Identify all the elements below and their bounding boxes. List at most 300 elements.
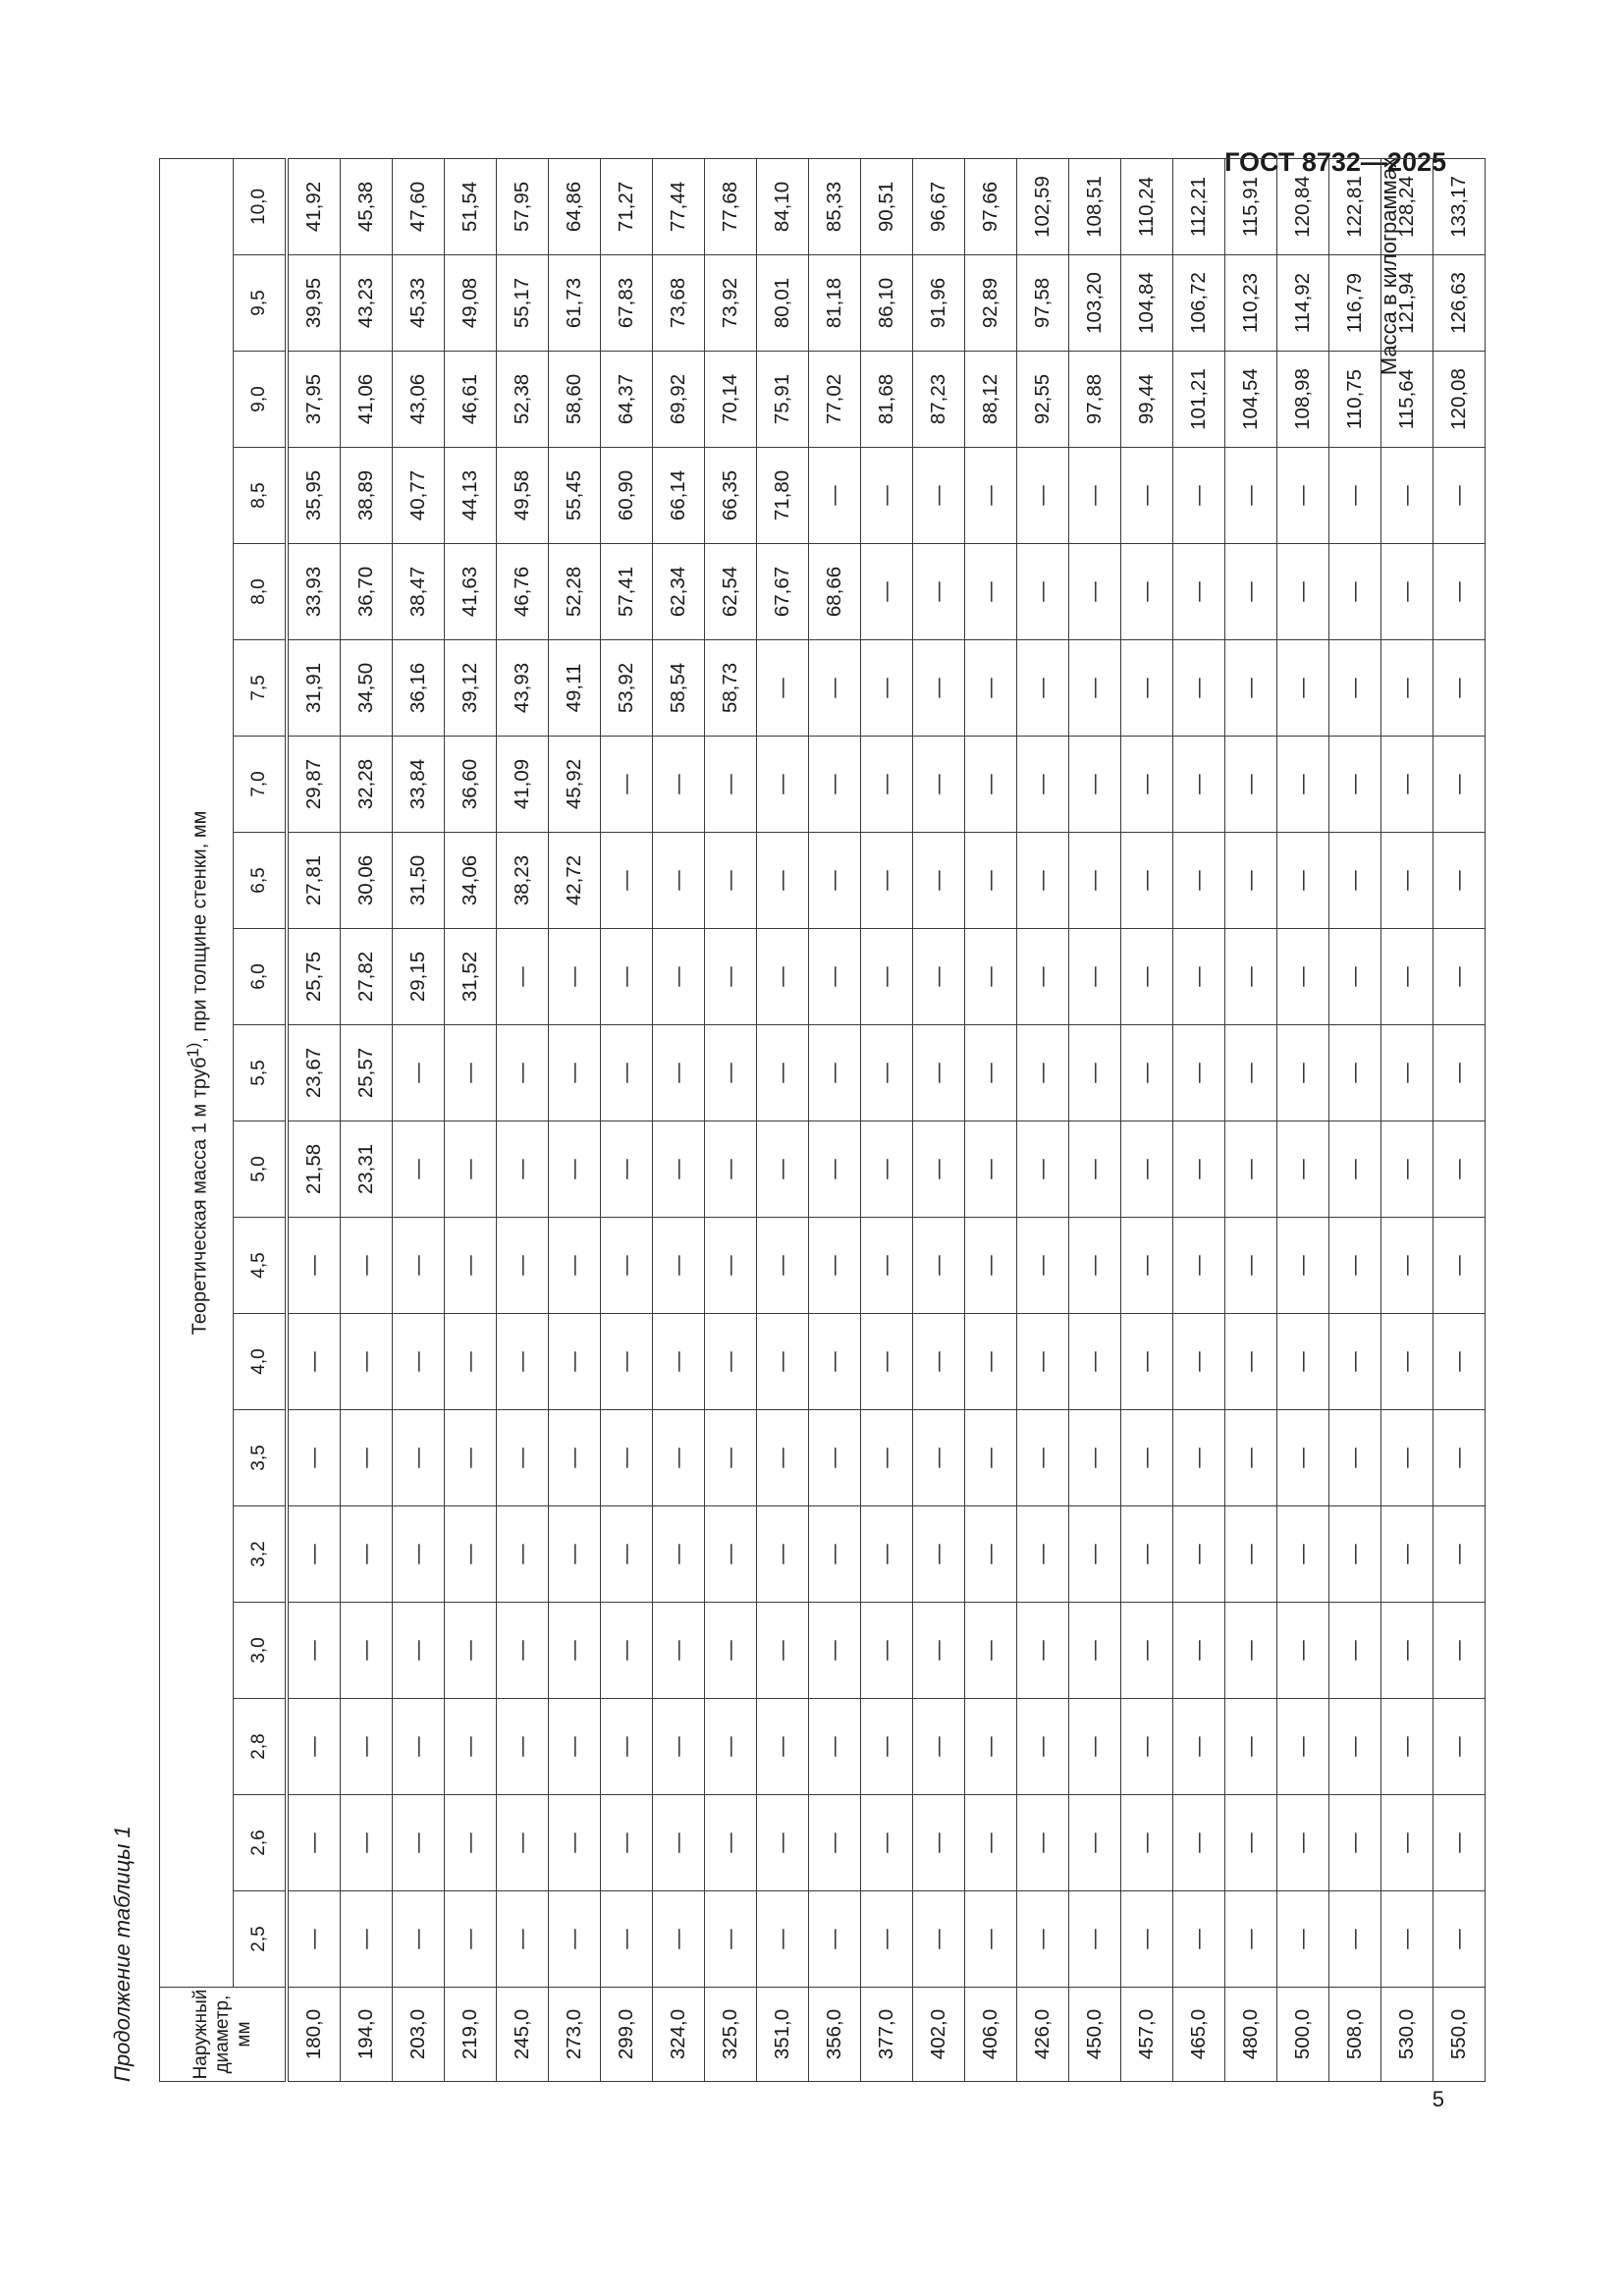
mass-cell: — bbox=[497, 1891, 549, 1988]
mass-cell: 23,31 bbox=[341, 1121, 393, 1218]
mass-cell: — bbox=[1434, 929, 1486, 1025]
mass-cell: — bbox=[1121, 1218, 1173, 1314]
mass-cell: — bbox=[601, 1218, 653, 1314]
table-row bbox=[1017, 159, 1069, 2082]
mass-cell: — bbox=[809, 1603, 861, 1699]
mass-cell: — bbox=[1225, 448, 1277, 544]
mass-cell: — bbox=[341, 1603, 393, 1699]
mass-cell: — bbox=[1173, 1121, 1225, 1218]
thickness-header: 4,5 bbox=[234, 1218, 288, 1314]
mass-cell: 38,23 bbox=[497, 833, 549, 929]
mass-cell: 57,41 bbox=[601, 544, 653, 640]
mass-cell: — bbox=[445, 1603, 497, 1699]
mass-cell: — bbox=[705, 1506, 757, 1603]
diameter-cell: 245,0 bbox=[497, 1988, 549, 2082]
mass-cell: — bbox=[1017, 1506, 1069, 1603]
mass-cell: — bbox=[1069, 1795, 1121, 1891]
mass-cell: 122,81 bbox=[1329, 159, 1381, 255]
mass-cell: — bbox=[287, 1218, 341, 1314]
mass-cell: 55,17 bbox=[497, 255, 549, 352]
mass-cell: — bbox=[1017, 1025, 1069, 1121]
mass-cell: — bbox=[861, 640, 913, 737]
mass-cell: 66,35 bbox=[705, 448, 757, 544]
mass-cell: — bbox=[497, 1025, 549, 1121]
mass-cell: 52,28 bbox=[549, 544, 601, 640]
mass-cell: — bbox=[1069, 544, 1121, 640]
mass-cell: — bbox=[1121, 1121, 1173, 1218]
mass-cell: — bbox=[1173, 544, 1225, 640]
mass-cell: — bbox=[1225, 1121, 1277, 1218]
mass-cell: 31,50 bbox=[393, 833, 445, 929]
table-row bbox=[965, 159, 1017, 2082]
mass-cell: — bbox=[549, 1410, 601, 1506]
mass-cell: — bbox=[1329, 1891, 1381, 1988]
mass-cell: — bbox=[1173, 1699, 1225, 1795]
mass-cell: — bbox=[757, 1410, 809, 1506]
mass-cell: — bbox=[601, 1699, 653, 1795]
diameter-cell: 480,0 bbox=[1225, 1988, 1277, 2082]
mass-cell: — bbox=[341, 1699, 393, 1795]
mass-cell: — bbox=[549, 929, 601, 1025]
mass-cell: — bbox=[653, 833, 705, 929]
mass-cell: 39,95 bbox=[287, 255, 341, 352]
mass-cell: — bbox=[1434, 544, 1486, 640]
mass-cell: — bbox=[1381, 833, 1434, 929]
rotated-table-area bbox=[98, 157, 1470, 2082]
mass-cell: — bbox=[653, 1314, 705, 1410]
table-row bbox=[861, 159, 913, 2082]
mass-cell: — bbox=[1434, 1314, 1486, 1410]
mass-cell: — bbox=[1434, 1025, 1486, 1121]
mass-cell: — bbox=[965, 1025, 1017, 1121]
thickness-header: 3,2 bbox=[234, 1506, 288, 1603]
mass-cell: — bbox=[1434, 1795, 1486, 1891]
diameter-cell: 203,0 bbox=[393, 1988, 445, 2082]
mass-cell: — bbox=[1121, 448, 1173, 544]
mass-cell: — bbox=[497, 1603, 549, 1699]
mass-cell: 81,68 bbox=[861, 352, 913, 448]
mass-cell: — bbox=[287, 1314, 341, 1410]
mass-cell: 104,84 bbox=[1121, 255, 1173, 352]
mass-cell: — bbox=[809, 737, 861, 833]
mass-cell: — bbox=[1277, 1603, 1329, 1699]
mass-cell: — bbox=[1173, 737, 1225, 833]
diameter-cell: 465,0 bbox=[1173, 1988, 1225, 2082]
mass-cell: 102,59 bbox=[1017, 159, 1069, 255]
mass-cell: — bbox=[913, 448, 965, 544]
diameter-cell: 500,0 bbox=[1277, 1988, 1329, 2082]
mass-cell: — bbox=[1225, 1891, 1277, 1988]
mass-cell: — bbox=[809, 1506, 861, 1603]
mass-cell: — bbox=[445, 1891, 497, 1988]
mass-cell: — bbox=[393, 1410, 445, 1506]
mass-cell: — bbox=[653, 1699, 705, 1795]
mass-cell: 85,33 bbox=[809, 159, 861, 255]
mass-cell: — bbox=[861, 1699, 913, 1795]
mass-cell: — bbox=[1381, 1025, 1434, 1121]
mass-cell: — bbox=[1017, 544, 1069, 640]
mass-cell: 43,06 bbox=[393, 352, 445, 448]
mass-cell: — bbox=[601, 833, 653, 929]
mass-cell: — bbox=[809, 1218, 861, 1314]
mass-cell: — bbox=[705, 1410, 757, 1506]
mass-cell: — bbox=[913, 1410, 965, 1506]
mass-cell: — bbox=[1173, 1025, 1225, 1121]
mass-cell: — bbox=[1277, 1506, 1329, 1603]
mass-cell: 45,92 bbox=[549, 737, 601, 833]
mass-cell: 45,33 bbox=[393, 255, 445, 352]
thickness-header: 7,0 bbox=[234, 737, 288, 833]
mass-cell: 62,54 bbox=[705, 544, 757, 640]
mass-cell: 51,54 bbox=[445, 159, 497, 255]
mass-cell: — bbox=[965, 1121, 1017, 1218]
mass-cell: 58,54 bbox=[653, 640, 705, 737]
footnote-mark: 1) bbox=[183, 1042, 202, 1058]
mass-cell: — bbox=[1277, 833, 1329, 929]
mass-cell: — bbox=[757, 1506, 809, 1603]
mass-cell: 64,37 bbox=[601, 352, 653, 448]
group-header-text: Теоретическая масса 1 м труб bbox=[189, 1057, 211, 1336]
mass-cell: — bbox=[757, 1603, 809, 1699]
mass-cell: 115,64 bbox=[1381, 352, 1434, 448]
mass-cell: — bbox=[497, 1699, 549, 1795]
mass-cell: 37,95 bbox=[287, 352, 341, 448]
mass-cell: — bbox=[1017, 448, 1069, 544]
mass-cell: — bbox=[1329, 737, 1381, 833]
thickness-header: 8,5 bbox=[234, 448, 288, 544]
mass-cell: — bbox=[1225, 1314, 1277, 1410]
mass-cell: 73,92 bbox=[705, 255, 757, 352]
thickness-header: 4,0 bbox=[234, 1314, 288, 1410]
table-row bbox=[287, 159, 341, 2082]
mass-cell: — bbox=[653, 1218, 705, 1314]
mass-cell: — bbox=[1381, 1699, 1434, 1795]
mass-cell: — bbox=[393, 1891, 445, 1988]
mass-cell: 60,90 bbox=[601, 448, 653, 544]
mass-cell: 58,60 bbox=[549, 352, 601, 448]
mass-cell: 58,73 bbox=[705, 640, 757, 737]
mass-cell: — bbox=[757, 1025, 809, 1121]
mass-cell: — bbox=[601, 1121, 653, 1218]
table-row bbox=[445, 159, 497, 2082]
mass-cell: — bbox=[1069, 1506, 1121, 1603]
mass-cell: 49,11 bbox=[549, 640, 601, 737]
diameter-cell: 325,0 bbox=[705, 1988, 757, 2082]
mass-cell: — bbox=[861, 1121, 913, 1218]
mass-cell: — bbox=[1069, 1603, 1121, 1699]
mass-cell: 52,38 bbox=[497, 352, 549, 448]
mass-cell: — bbox=[1225, 1699, 1277, 1795]
mass-cell: — bbox=[1329, 1410, 1381, 1506]
mass-cell: — bbox=[601, 1795, 653, 1891]
mass-cell: — bbox=[393, 1506, 445, 1603]
mass-cell: — bbox=[965, 1891, 1017, 1988]
mass-cell: — bbox=[809, 1891, 861, 1988]
mass-cell: 115,91 bbox=[1225, 159, 1277, 255]
table-row bbox=[1434, 159, 1486, 2082]
mass-cell: 38,89 bbox=[341, 448, 393, 544]
mass-cell: — bbox=[1277, 640, 1329, 737]
mass-cell: — bbox=[913, 1506, 965, 1603]
mass-cell: — bbox=[1069, 1218, 1121, 1314]
mass-cell: — bbox=[1121, 640, 1173, 737]
table-row bbox=[497, 159, 549, 2082]
diameter-cell: 402,0 bbox=[913, 1988, 965, 2082]
mass-cell: — bbox=[861, 1891, 913, 1988]
mass-cell: — bbox=[1121, 1410, 1173, 1506]
mass-cell: 45,38 bbox=[341, 159, 393, 255]
mass-cell: — bbox=[913, 1699, 965, 1795]
mass-cell: — bbox=[1173, 1891, 1225, 1988]
table-row bbox=[601, 159, 653, 2082]
mass-cell: — bbox=[1173, 640, 1225, 737]
mass-cell: — bbox=[1329, 1506, 1381, 1603]
mass-cell: 31,52 bbox=[445, 929, 497, 1025]
mass-cell: 90,51 bbox=[861, 159, 913, 255]
mass-cell: — bbox=[341, 1891, 393, 1988]
diameter-cell: 299,0 bbox=[601, 1988, 653, 2082]
mass-cell: 77,02 bbox=[809, 352, 861, 448]
mass-cell: — bbox=[1381, 1314, 1434, 1410]
thickness-header: 2,5 bbox=[234, 1891, 288, 1988]
mass-cell: — bbox=[757, 1699, 809, 1795]
mass-cell: — bbox=[1381, 737, 1434, 833]
mass-cell: — bbox=[393, 1795, 445, 1891]
mass-cell: — bbox=[1121, 737, 1173, 833]
mass-cell: — bbox=[1173, 1218, 1225, 1314]
mass-cell: — bbox=[287, 1506, 341, 1603]
mass-cell: — bbox=[1121, 1891, 1173, 1988]
mass-cell: — bbox=[549, 1025, 601, 1121]
mass-cell: — bbox=[705, 1699, 757, 1795]
mass-cell: — bbox=[1121, 1795, 1173, 1891]
mass-cell: 49,58 bbox=[497, 448, 549, 544]
mass-cell: — bbox=[1381, 1795, 1434, 1891]
mass-cell: — bbox=[965, 1314, 1017, 1410]
mass-cell: 126,63 bbox=[1434, 255, 1486, 352]
mass-cell: — bbox=[965, 1218, 1017, 1314]
mass-cell: — bbox=[809, 448, 861, 544]
mass-cell: 32,28 bbox=[341, 737, 393, 833]
mass-cell: — bbox=[601, 1314, 653, 1410]
mass-cell: 86,10 bbox=[861, 255, 913, 352]
mass-cell: — bbox=[809, 929, 861, 1025]
mass-cell: — bbox=[1277, 1891, 1329, 1988]
thickness-header: 2,8 bbox=[234, 1699, 288, 1795]
mass-cell: — bbox=[1434, 737, 1486, 833]
thickness-header: 6,0 bbox=[234, 929, 288, 1025]
mass-cell: 101,21 bbox=[1173, 352, 1225, 448]
mass-cell: 91,96 bbox=[913, 255, 965, 352]
mass-cell: — bbox=[445, 1410, 497, 1506]
table-body bbox=[287, 159, 1486, 2082]
mass-cell: — bbox=[1121, 929, 1173, 1025]
thickness-header: 9,0 bbox=[234, 352, 288, 448]
mass-cell: — bbox=[1329, 1699, 1381, 1795]
mass-cell: — bbox=[757, 1314, 809, 1410]
mass-cell: — bbox=[1434, 1603, 1486, 1699]
mass-cell: — bbox=[287, 1795, 341, 1891]
mass-cell: — bbox=[1381, 544, 1434, 640]
mass-cell: — bbox=[705, 1121, 757, 1218]
mass-cell: — bbox=[1069, 1121, 1121, 1218]
mass-cell: 71,27 bbox=[601, 159, 653, 255]
mass-cell: 36,60 bbox=[445, 737, 497, 833]
mass-cell: — bbox=[1329, 1121, 1381, 1218]
mass-cell: — bbox=[1069, 833, 1121, 929]
mass-cell: — bbox=[653, 1891, 705, 1988]
mass-cell: 53,92 bbox=[601, 640, 653, 737]
mass-cell: — bbox=[913, 1795, 965, 1891]
mass-cell: — bbox=[965, 737, 1017, 833]
mass-cell: — bbox=[965, 1603, 1017, 1699]
mass-cell: — bbox=[1329, 1314, 1381, 1410]
thickness-header: 5,5 bbox=[234, 1025, 288, 1121]
mass-cell: — bbox=[1434, 1410, 1486, 1506]
mass-cell: 23,67 bbox=[287, 1025, 341, 1121]
mass-cell: — bbox=[1277, 929, 1329, 1025]
mass-cell: — bbox=[1225, 1603, 1277, 1699]
mass-cell: — bbox=[1069, 1410, 1121, 1506]
mass-cell: — bbox=[809, 1314, 861, 1410]
mass-cell: — bbox=[1017, 1891, 1069, 1988]
mass-cell: — bbox=[497, 929, 549, 1025]
mass-cell: — bbox=[757, 737, 809, 833]
mass-cell: 84,10 bbox=[757, 159, 809, 255]
mass-cell: 39,12 bbox=[445, 640, 497, 737]
table-row bbox=[1381, 159, 1434, 2082]
mass-cell: 55,45 bbox=[549, 448, 601, 544]
mass-cell: — bbox=[757, 833, 809, 929]
mass-cell: — bbox=[549, 1314, 601, 1410]
mass-cell: 42,72 bbox=[549, 833, 601, 929]
mass-cell: — bbox=[1434, 833, 1486, 929]
mass-cell: — bbox=[861, 1410, 913, 1506]
table-row bbox=[653, 159, 705, 2082]
mass-cell: — bbox=[549, 1891, 601, 1988]
mass-cell: — bbox=[287, 1603, 341, 1699]
mass-cell: — bbox=[705, 1218, 757, 1314]
mass-cell: — bbox=[1434, 1218, 1486, 1314]
mass-cell: — bbox=[705, 1891, 757, 1988]
mass-cell: — bbox=[861, 1025, 913, 1121]
mass-cell: — bbox=[393, 1603, 445, 1699]
mass-cell: 38,47 bbox=[393, 544, 445, 640]
mass-cell: — bbox=[705, 737, 757, 833]
mass-cell: — bbox=[1381, 929, 1434, 1025]
mass-cell: 29,87 bbox=[287, 737, 341, 833]
mass-cell: — bbox=[705, 1603, 757, 1699]
mass-cell: — bbox=[1225, 1218, 1277, 1314]
diameter-cell: 194,0 bbox=[341, 1988, 393, 2082]
diameter-cell: 450,0 bbox=[1069, 1988, 1121, 2082]
mass-cell: — bbox=[445, 1025, 497, 1121]
mass-cell: — bbox=[705, 1314, 757, 1410]
mass-cell: — bbox=[861, 1218, 913, 1314]
mass-cell: — bbox=[1277, 1699, 1329, 1795]
mass-cell: — bbox=[861, 929, 913, 1025]
table-row bbox=[549, 159, 601, 2082]
units-note: Масса в килограммах bbox=[1377, 157, 1401, 376]
mass-cell: — bbox=[1017, 833, 1069, 929]
mass-cell: 40,77 bbox=[393, 448, 445, 544]
mass-cell: — bbox=[1017, 929, 1069, 1025]
mass-cell: — bbox=[1225, 737, 1277, 833]
thickness-header: 3,0 bbox=[234, 1603, 288, 1699]
diameter-cell: 219,0 bbox=[445, 1988, 497, 2082]
mass-cell: — bbox=[1173, 1506, 1225, 1603]
mass-cell: — bbox=[1017, 1795, 1069, 1891]
mass-cell: 27,81 bbox=[287, 833, 341, 929]
mass-cell: — bbox=[601, 1603, 653, 1699]
group-header-text-end: , при толщине стенки, мм bbox=[189, 810, 211, 1043]
table-row bbox=[1173, 159, 1225, 2082]
mass-cell: — bbox=[1173, 1795, 1225, 1891]
thickness-header: 7,5 bbox=[234, 640, 288, 737]
mass-cell: — bbox=[809, 1795, 861, 1891]
mass-cell: — bbox=[809, 640, 861, 737]
mass-cell: 27,82 bbox=[341, 929, 393, 1025]
mass-cell: 47,60 bbox=[393, 159, 445, 255]
mass-cell: — bbox=[445, 1218, 497, 1314]
mass-cell: — bbox=[497, 1506, 549, 1603]
mass-cell: — bbox=[1225, 1410, 1277, 1506]
mass-cell: — bbox=[1381, 640, 1434, 737]
mass-cell: 108,51 bbox=[1069, 159, 1121, 255]
mass-cell: — bbox=[497, 1410, 549, 1506]
page-number: 5 bbox=[1432, 2087, 1444, 2111]
mass-cell: — bbox=[393, 1699, 445, 1795]
table-row bbox=[1277, 159, 1329, 2082]
mass-cell: — bbox=[861, 1506, 913, 1603]
table-row bbox=[1121, 159, 1173, 2082]
mass-cell: — bbox=[1069, 1699, 1121, 1795]
mass-cell: — bbox=[549, 1699, 601, 1795]
thickness-group-header bbox=[160, 159, 234, 1988]
mass-cell: — bbox=[757, 1891, 809, 1988]
mass-cell: — bbox=[861, 737, 913, 833]
mass-cell: — bbox=[653, 1795, 705, 1891]
mass-cell: — bbox=[1017, 1121, 1069, 1218]
table-row bbox=[341, 159, 393, 2082]
mass-cell: — bbox=[965, 448, 1017, 544]
mass-cell: 43,93 bbox=[497, 640, 549, 737]
mass-cell: — bbox=[1017, 1410, 1069, 1506]
mass-cell: — bbox=[965, 1410, 1017, 1506]
mass-cell: — bbox=[913, 640, 965, 737]
mass-cell: — bbox=[341, 1795, 393, 1891]
mass-cell: — bbox=[445, 1314, 497, 1410]
diameter-cell: 356,0 bbox=[809, 1988, 861, 2082]
mass-cell: 77,68 bbox=[705, 159, 757, 255]
mass-cell: — bbox=[1277, 1218, 1329, 1314]
mass-cell: — bbox=[393, 1025, 445, 1121]
mass-cell: — bbox=[1381, 448, 1434, 544]
mass-cell: — bbox=[393, 1218, 445, 1314]
diameter-cell: 530,0 bbox=[1381, 1988, 1434, 2082]
mass-cell: — bbox=[1225, 833, 1277, 929]
mass-cell: — bbox=[913, 1603, 965, 1699]
mass-cell: 43,23 bbox=[341, 255, 393, 352]
mass-cell: — bbox=[1225, 1506, 1277, 1603]
mass-cell: 87,23 bbox=[913, 352, 965, 448]
document-code: ГОСТ 8732—2025 bbox=[1224, 147, 1446, 177]
thickness-header: 10,0 bbox=[234, 159, 288, 255]
mass-cell: — bbox=[1277, 1025, 1329, 1121]
mass-cell: 25,75 bbox=[287, 929, 341, 1025]
mass-cell: — bbox=[809, 1025, 861, 1121]
mass-cell: — bbox=[757, 1795, 809, 1891]
